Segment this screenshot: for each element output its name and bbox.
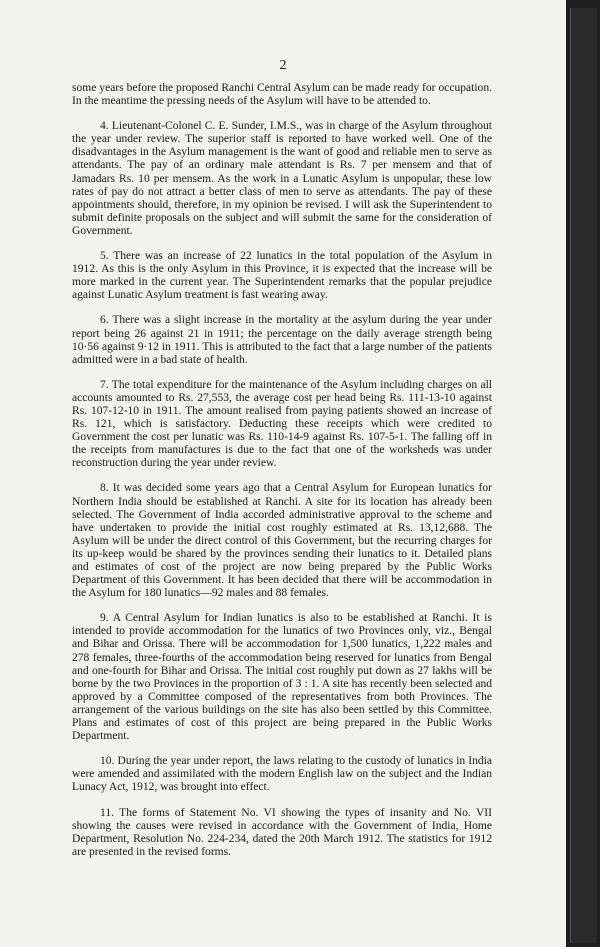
paragraph-4: 4. Lieutenant-Colonel C. E. Sunder, I.M.S., was in charge of the Asylum throughout the year under review. The superior staff is reported to have worked well. One of the disadvantages in the Asylum management is the want of good and reliable men to serve as attendants. The pay of an ordinary male attendant is Rs. 7 per mensem and that of Jamadars Rs. 10 per mensem. As the work in a Lunatic Asylum is unpopular, these low rates of pay do not attract a better class of men to serve as attendants. The pay of these appointments should, therefore, in my opinion be revised. I will ask the Superintendent to submit definite proposals on the subject and will submit the same for the consideration of Government.: [72, 120, 492, 237]
adjacent-page-edge: [570, 8, 597, 943]
paragraph-9: 9. A Central Asylum for Indian lunatics is also to be established at Ranchi. It is intended to provide accommodation for the lunatics of two Provinces only, viz., Bengal and Bihar and Orissa. There will be accommodation for 1,500 lunatics, 1,222 males and 278 females, three-fourths of the accommodation being reserved for lunatics from Bengal and one-fourth for Bihar and Orissa. The initial cost roughly put down as 27 lakhs will be borne by the two Provinces in the proportion of 3 : 1. A site has recently been selected and approved by a Committee composed of the representatives from both Provinces. The arrangement of the various buildings on the site has also been settled by this Committee. Plans and estimates of cost of this project are being prepared in the Public Works Department.: [72, 612, 492, 743]
body-text: [72, 82, 492, 871]
paragraph-8: 8. It was decided some years ago that a Central Asylum for European lunatics for Northern India should be established at Ranchi. A site for its location has already been selected. The Government of India accorded administrative approval to the scheme and have undertaken to provide the initial cost roughly estimated at Rs. 13,12,688. The Asylum will be under the direct control of this Government, but the recurring charges for its up-keep would be shared by the provinces sending their lunatics to it. Detailed plans and estimates of cost of the project are now being prepared by the Public Works Department of this Government. It has been decided that there will be accommodation in the Asylum for 180 lunatics—92 males and 88 females.: [72, 482, 492, 600]
paragraph-10: 10. During the year under report, the laws relating to the custody of lunatics in India were amended and assimilated with the modern English law on the subject and the Indian Lunacy Act, 1912, was brought into effect.: [72, 755, 492, 794]
paragraph-continuation: some years before the proposed Ranchi Central Asylum can be made ready for occupation. In the meantime the pressing needs of the Asylum will have to be attended to.: [72, 82, 492, 108]
paragraph-11: 11. The forms of Statement No. VI showing the types of insanity and No. VII showing the causes were revised in accordance with the Government of India, Home Department, Resolution No. 224-234, dated the 20th March 1912. The statistics for 1912 are presented in the revised forms.: [72, 806, 492, 858]
paragraph-7: 7. The total expenditure for the maintenance of the Asylum including charges on all accounts amounted to Rs. 27,553, the average cost per head being Rs. 111-13-10 against Rs. 107-12-10 in 1911. The amount realised from paying patients showed an increase of Rs. 121, which is satisfactory. Deducting these receipts which were credited to Government the cost per lunatic was Rs. 110-14-9 against Rs. 107-5-1. The falling off in the receipts from manufactures is due to the fact that one of the worksheds was under reconstruction during the year under review.: [72, 378, 492, 470]
page-number: 2: [279, 58, 287, 73]
paragraph-6: 6. There was a slight increase in the mortality at the asylum during the year under report being 26 against 21 in 1911; the percentage on the daily average strength being 10·56 against 9·12 in 1911. This is attributed to the fact that a large number of the patients admitted were in a bad state of health.: [72, 314, 492, 366]
paragraph-5: 5. There was an increase of 22 lunatics in the total population of the Asylum in 1912. As this is the only Asylum in this Province, it is expected that the increase will be more marked in the current year. The Superintendent remarks that the popular prejudice against Lunatic Asylum treatment is fast wearing away.: [72, 250, 492, 302]
